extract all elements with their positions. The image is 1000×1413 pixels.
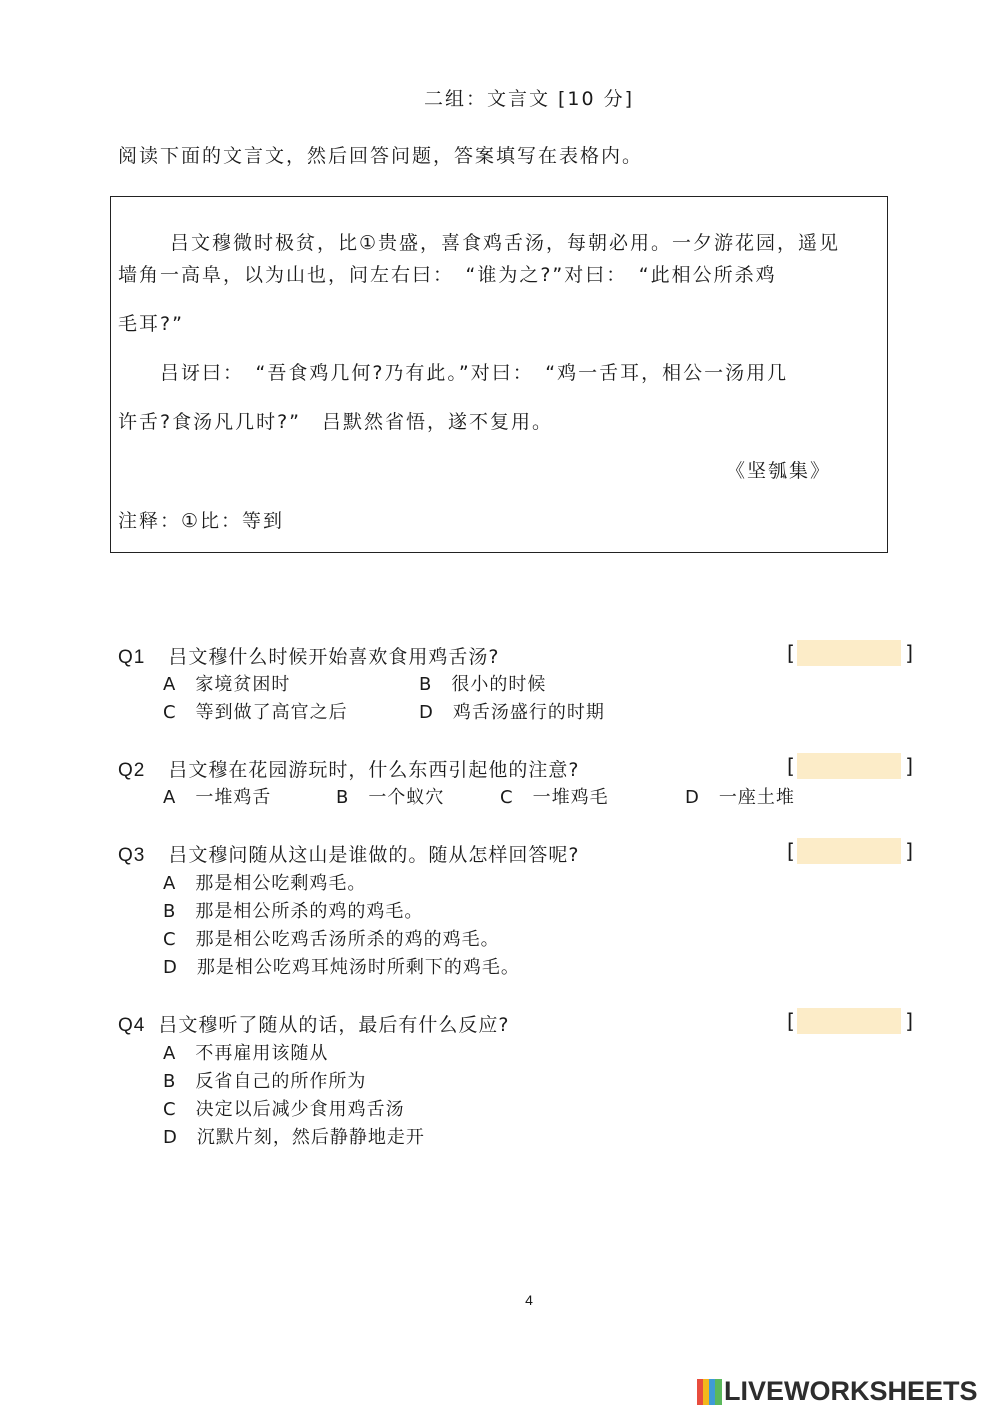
answer-box-q4 [787,1008,913,1036]
option: B 很小的时候 [419,674,547,695]
option: C 那是相公吃鸡舌汤所杀的鸡的鸡毛。 [163,929,500,950]
passage-line: 许舌?食汤凡几时?” 吕默然省悟，遂不复用。 [118,411,554,433]
option: D 那是相公吃鸡耳炖汤时所剩下的鸡毛。 [163,957,520,978]
option: A 一堆鸡舌 [163,787,272,808]
page-number: 4 [525,1292,533,1308]
answer-input-q1[interactable] [797,640,901,666]
question-text: 吕文穆问随从这山是谁做的。随从怎样回答呢? [168,844,580,866]
question-4 [118,1010,510,1037]
bracket-left: [ [787,641,795,665]
logo-icon [697,1379,721,1405]
bracket-right: ] [905,1009,913,1033]
answer-input-q2[interactable] [797,753,901,779]
option: C 一堆鸡毛 [500,787,609,808]
option: A 那是相公吃剩鸡毛。 [163,873,367,894]
answer-box-q1 [787,640,913,668]
passage-source: 《坚瓠集》 [726,460,832,482]
option: B 那是相公所杀的鸡的鸡毛。 [163,901,424,922]
option: C 等到做了高官之后 [163,702,348,723]
question-text: 吕文穆听了随从的话，最后有什么反应? [158,1014,510,1036]
option: B 一个蚁穴 [336,787,445,808]
answer-box-q2 [787,753,913,781]
question-number: Q3 [118,845,146,866]
option: A 家境贫困时 [163,674,291,695]
option: C 决定以后减少食用鸡舌汤 [163,1099,405,1120]
option: D 一座土堆 [685,787,795,808]
passage-line: 吕讶曰： “吾食鸡几何?乃有此。”对曰： “鸡一舌耳，相公一汤用几 [118,362,789,384]
answer-input-q3[interactable] [797,838,901,864]
bracket-right: ] [905,839,913,863]
passage-note: 注释：①比：等到 [118,510,285,532]
bracket-right: ] [905,641,913,665]
question-3 [118,840,580,867]
instruction-text: 阅读下面的文言文，然后回答问题，答案填写在表格内。 [118,145,644,167]
option: D 鸡舌汤盛行的时期 [419,702,605,723]
bracket-right: ] [905,754,913,778]
bracket-left: [ [787,1009,795,1033]
passage-line: 吕文穆微时极贫，比①贵盛，喜食鸡舌汤，每朝必用。一夕游花园，遥见 [128,232,841,254]
option: A 不再雇用该随从 [163,1043,329,1064]
question-2 [118,755,580,782]
question-text: 吕文穆什么时候开始喜欢食用鸡舌汤? [168,646,500,668]
bracket-left: [ [787,839,795,863]
answer-box-q3 [787,838,913,866]
question-number: Q4 [118,1015,146,1036]
option: B 反省自己的所作所为 [163,1071,367,1092]
question-number: Q2 [118,760,146,781]
question-number: Q1 [118,647,146,668]
section-title: 二组：文言文 [10 分] [423,88,635,110]
option: D 沉默片刻，然后静静地走开 [163,1127,425,1148]
question-text: 吕文穆在花园游玩时，什么东西引起他的注意? [168,759,580,781]
answer-input-q4[interactable] [797,1008,901,1034]
passage-line: 墙角一高阜，以为山也，问左右曰： “谁为之?”对曰： “此相公所杀鸡 [118,264,777,286]
bracket-left: [ [787,754,795,778]
passage-line: 毛耳?” [118,313,184,335]
logo-text: LIVEWORKSHEETS [724,1376,978,1406]
question-1 [118,642,500,669]
